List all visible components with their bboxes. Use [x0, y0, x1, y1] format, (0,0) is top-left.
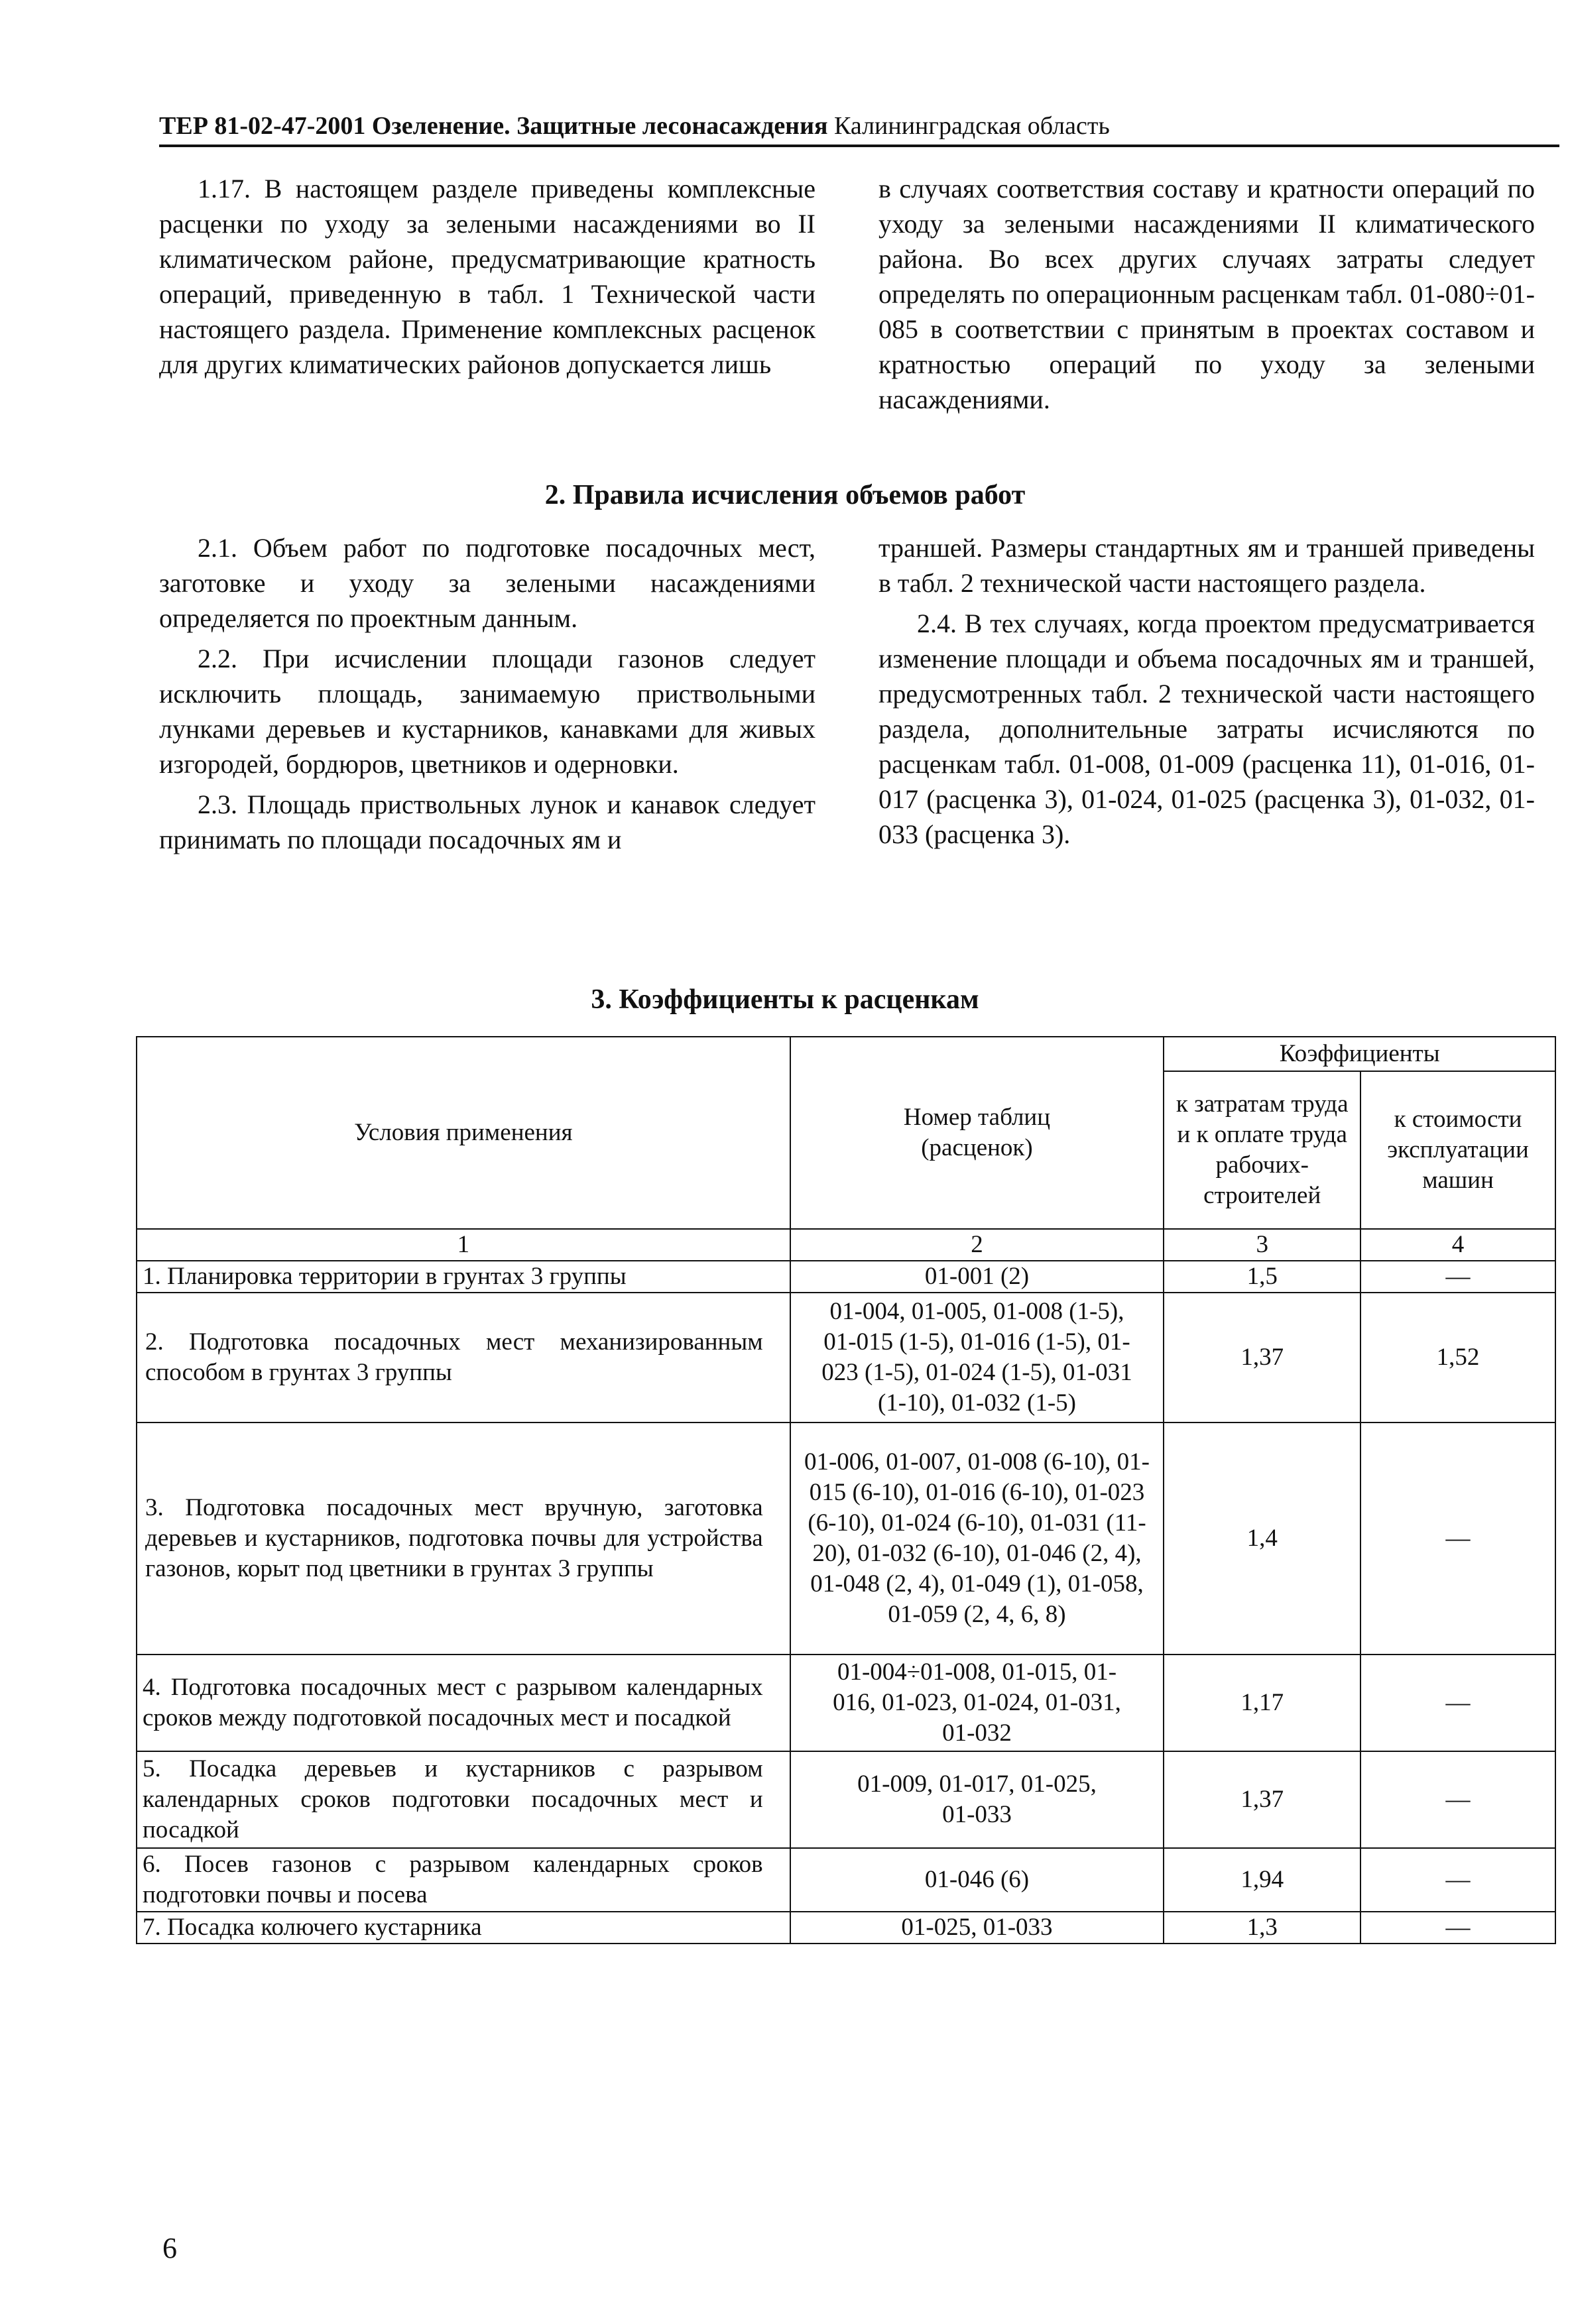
row2-labor: 1,37	[1164, 1293, 1360, 1423]
paragraph-1-17: 1.17. В настоящем разделе приведены комплексные расценки по уходу за зелеными насаждениями во II климатическом районе, предусматривающие кратность операций, приведенную в табл. 1 Технической части настоящего раздела. Применение комплексных расценок для других климатических районов допускается лишь	[159, 174, 815, 379]
table-row	[137, 1293, 1555, 1423]
header-labor-coef: к затратам труда и к оплате труда рабочих-строителей	[1164, 1071, 1360, 1229]
section2-left-column	[159, 530, 815, 857]
row4-tables: 01-004÷01-008, 01-015, 01-016, 01-023, 01-024, 01-031, 01-032	[790, 1655, 1164, 1751]
header-code: ТЕР 81-02-47-2001	[159, 112, 366, 140]
row2-tables: 01-004, 01-005, 01-008 (1-5), 01-015 (1-5), 01-016 (1-5), 01-023 (1-5), 01-024 (1-5), 01-031 (1-10), 01-032 (1-5)	[790, 1293, 1164, 1423]
section1-right-column	[878, 171, 1535, 417]
table-column-numbers	[137, 1229, 1555, 1261]
colnum-4: 4	[1360, 1229, 1555, 1261]
row1-labor: 1,5	[1164, 1261, 1360, 1293]
row7-tables: 01-025, 01-033	[790, 1912, 1164, 1944]
row5-labor: 1,37	[1164, 1751, 1360, 1848]
row6-labor: 1,94	[1164, 1848, 1360, 1912]
table-header-row	[137, 1037, 1555, 1071]
row3-condition: 3. Подготовка посадочных мест вручную, заготовка деревьев и кустарников, подготовка почвы для устройства газонов, корыт под цветники в грунтах 3 группы	[137, 1423, 790, 1655]
paragraph-2-3-cont: траншей. Размеры стандартных ям и траншей приведены в табл. 2 технической части настоящего раздела.	[878, 533, 1535, 598]
page-number: 6	[162, 2232, 177, 2264]
section3-title: 3. Коэффициенты к расценкам	[591, 984, 979, 1015]
header-coefficients: Коэффициенты	[1164, 1037, 1555, 1071]
table-row	[137, 1912, 1555, 1944]
colnum-3: 3	[1164, 1229, 1360, 1261]
paragraph-2-4: 2.4. В тех случаях, когда проектом предусматривается изменение площади и объема посадочных ям и траншей, предусмотренных табл. 2 технической части настоящего раздела, дополнительные затраты исчисляются по расценкам табл. 01-008, 01-009 (расценка 11), 01-016, 01-017 (расценка 3), 01-024, 01-025 (расценка 3), 01-032, 01-033 (расценка 3).	[878, 609, 1535, 849]
header-region: Калининградская область	[834, 112, 1110, 140]
colnum-1: 1	[137, 1229, 790, 1261]
colnum-2: 2	[790, 1229, 1164, 1261]
table-row	[137, 1848, 1555, 1912]
table-row	[137, 1423, 1555, 1655]
table-row	[137, 1261, 1555, 1293]
header-title: Озеленение. Защитные лесонасаждения	[371, 112, 828, 140]
coefficients-table	[136, 1036, 1556, 1944]
row5-tables: 01-009, 01-017, 01-025, 01-033	[790, 1751, 1164, 1848]
row5-condition: 5. Посадка деревьев и кустарников с разрывом календарных сроков подготовки посадочных мест и посадкой	[137, 1751, 790, 1848]
row1-condition: 1. Планировка территории в грунтах 3 группы	[137, 1261, 790, 1293]
header-machines-coef: к стоимости эксплуатации машин	[1360, 1071, 1555, 1229]
row1-machines: —	[1360, 1261, 1555, 1293]
row7-labor: 1,3	[1164, 1912, 1360, 1944]
paragraph-2-2: 2.2. При исчислении площади газонов следует исключить площадь, занимаемую приствольными лунками деревьев и кустарников, канавками для живых изгородей, бордюров, цветников и одерновки.	[159, 644, 815, 779]
row7-machines: —	[1360, 1912, 1555, 1944]
running-header	[159, 111, 1559, 147]
row4-machines: —	[1360, 1655, 1555, 1751]
row3-machines: —	[1360, 1423, 1555, 1655]
row4-labor: 1,17	[1164, 1655, 1360, 1751]
table-row	[137, 1655, 1555, 1751]
row3-tables: 01-006, 01-007, 01-008 (6-10), 01-015 (6-10), 01-016 (6-10), 01-023 (6-10), 01-024 (6-10), 01-031 (11-20), 01-032 (6-10), 01-046 (2, 4), 01-048 (2, 4), 01-049 (1), 01-058, 01-059 (2, 4, 6, 8)	[790, 1423, 1164, 1655]
paragraph-2-3: 2.3. Площадь приствольных лунок и канавок следует принимать по площади посадочных ям и	[159, 789, 815, 854]
row3-labor: 1,4	[1164, 1423, 1360, 1655]
section2-right-column	[878, 530, 1535, 852]
paragraph-1-17-cont: в случаях соответствия составу и кратности операций по уходу за зелеными насаждениями II климатического района. Во всех других случаях затраты следует определять по операционным расценкам табл. 01-080÷01-085 в соответствии с принятым в проектах составом и кратностью операций по уходу за зелеными насаждениями.	[878, 174, 1535, 414]
paragraph-2-1: 2.1. Объем работ по подготовке посадочных мест, заготовке и уходу за зелеными насаждениями определяется по проектным данным.	[159, 533, 815, 633]
row6-tables: 01-046 (6)	[790, 1848, 1164, 1912]
row7-condition: 7. Посадка колючего кустарника	[137, 1912, 790, 1944]
section2-title: 2. Правила исчисления объемов работ	[544, 480, 1026, 510]
row2-machines: 1,52	[1360, 1293, 1555, 1423]
row5-machines: —	[1360, 1751, 1555, 1848]
table-row	[137, 1751, 1555, 1848]
row6-condition: 6. Посев газонов с разрывом календарных сроков подготовки почвы и посева	[137, 1848, 790, 1912]
section1-left-column	[159, 171, 815, 382]
row1-tables: 01-001 (2)	[790, 1261, 1164, 1293]
row4-condition: 4. Подготовка посадочных мест с разрывом календарных сроков между подготовкой посадочных мест и посадкой	[137, 1655, 790, 1751]
row2-condition: 2. Подготовка посадочных мест механизированным способом в грунтах 3 группы	[137, 1293, 790, 1423]
row6-machines: —	[1360, 1848, 1555, 1912]
header-table-numbers: Номер таблиц (расценок)	[790, 1037, 1164, 1229]
header-conditions: Условия применения	[137, 1037, 790, 1229]
